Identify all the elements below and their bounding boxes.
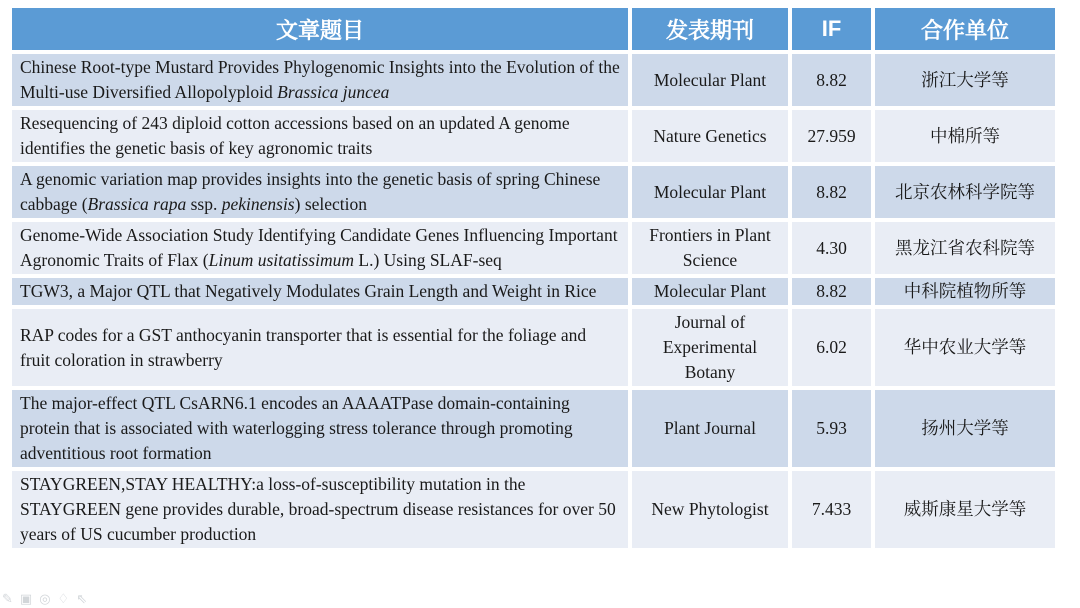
journal-name: Molecular Plant: [632, 278, 788, 305]
partner-unit: 扬州大学等: [875, 390, 1055, 467]
impact-factor: 27.959: [792, 110, 871, 162]
header-row: [12, 8, 1055, 50]
article-title: Genome-Wide Association Study Identifying Candidate Genes Influencing Important Agronomic Traits of Flax (Linum usitatissimum L.) Using SLAF-seq: [12, 222, 628, 274]
table-row: [12, 166, 1055, 218]
partner-unit: 中科院植物所等: [875, 278, 1055, 305]
impact-factor: 6.02: [792, 309, 871, 386]
partner-unit: 中棉所等: [875, 110, 1055, 162]
journal-name: Plant Journal: [632, 390, 788, 467]
column-header-article-title: 文章题目: [12, 8, 628, 50]
journal-name: Journal of Experimental Botany: [632, 309, 788, 386]
journal-name: New Phytologist: [632, 471, 788, 548]
article-title: RAP codes for a GST anthocyanin transporter that is essential for the foliage and fruit coloration in strawberry: [12, 309, 628, 386]
column-header-partner: 合作单位: [875, 8, 1055, 50]
impact-factor: 8.82: [792, 166, 871, 218]
journal-name: Molecular Plant: [632, 166, 788, 218]
picture-icon: ▣: [19, 592, 33, 607]
journal-name: Molecular Plant: [632, 54, 788, 106]
partner-unit: 黑龙江省农科院等: [875, 222, 1055, 274]
article-title: Resequencing of 243 diploid cotton accessions based on an updated A genome identifies the genetic basis of key agronomic traits: [12, 110, 628, 162]
column-header-impact-factor: IF: [792, 8, 871, 50]
partner-unit: 北京农林科学院等: [875, 166, 1055, 218]
impact-factor: 8.82: [792, 54, 871, 106]
table-header: [12, 8, 1055, 50]
article-title: Chinese Root-type Mustard Provides Phylogenomic Insights into the Evolution of the Multi-use Diversified Allopolyploid Brassica juncea: [12, 54, 628, 106]
impact-factor: 8.82: [792, 278, 871, 305]
watermark-toolbar: [2, 593, 87, 606]
article-title: The major-effect QTL CsARN6.1 encodes an AAAATPase domain-containing protein that is associated with waterlogging stress tolerance through promoting adventitious root formation: [12, 390, 628, 467]
partner-unit: 威斯康星大学等: [875, 471, 1055, 548]
table-row: [12, 110, 1055, 162]
journal-name: Frontiers in Plant Science: [632, 222, 788, 274]
impact-factor: 4.30: [792, 222, 871, 274]
table-row: [12, 278, 1055, 305]
table-row: [12, 309, 1055, 386]
article-title: A genomic variation map provides insights into the genetic basis of spring Chinese cabbage (Brassica rapa ssp. pekinensis) selection: [12, 166, 628, 218]
article-title: STAYGREEN,STAY HEALTHY:a loss-of-susceptibility mutation in the STAYGREEN gene provides durable, broad-spectrum disease resistances for over 50 years of US cucumber production: [12, 471, 628, 548]
diamond-icon: ♢: [57, 592, 70, 607]
impact-factor: 7.433: [792, 471, 871, 548]
pencil-icon: ✎: [2, 592, 13, 607]
publications-table: [8, 4, 1059, 552]
article-title: TGW3, a Major QTL that Negatively Modulates Grain Length and Weight in Rice: [12, 278, 628, 305]
table-body: [12, 54, 1055, 548]
circle-icon: ◎: [39, 592, 51, 607]
cursor-icon: ⇖: [76, 592, 88, 607]
table-row: [12, 390, 1055, 467]
column-header-journal: 发表期刊: [632, 8, 788, 50]
table-row: [12, 222, 1055, 274]
partner-unit: 华中农业大学等: [875, 309, 1055, 386]
impact-factor: 5.93: [792, 390, 871, 467]
table-row: [12, 54, 1055, 106]
partner-unit: 浙江大学等: [875, 54, 1055, 106]
table-row: [12, 471, 1055, 548]
journal-name: Nature Genetics: [632, 110, 788, 162]
